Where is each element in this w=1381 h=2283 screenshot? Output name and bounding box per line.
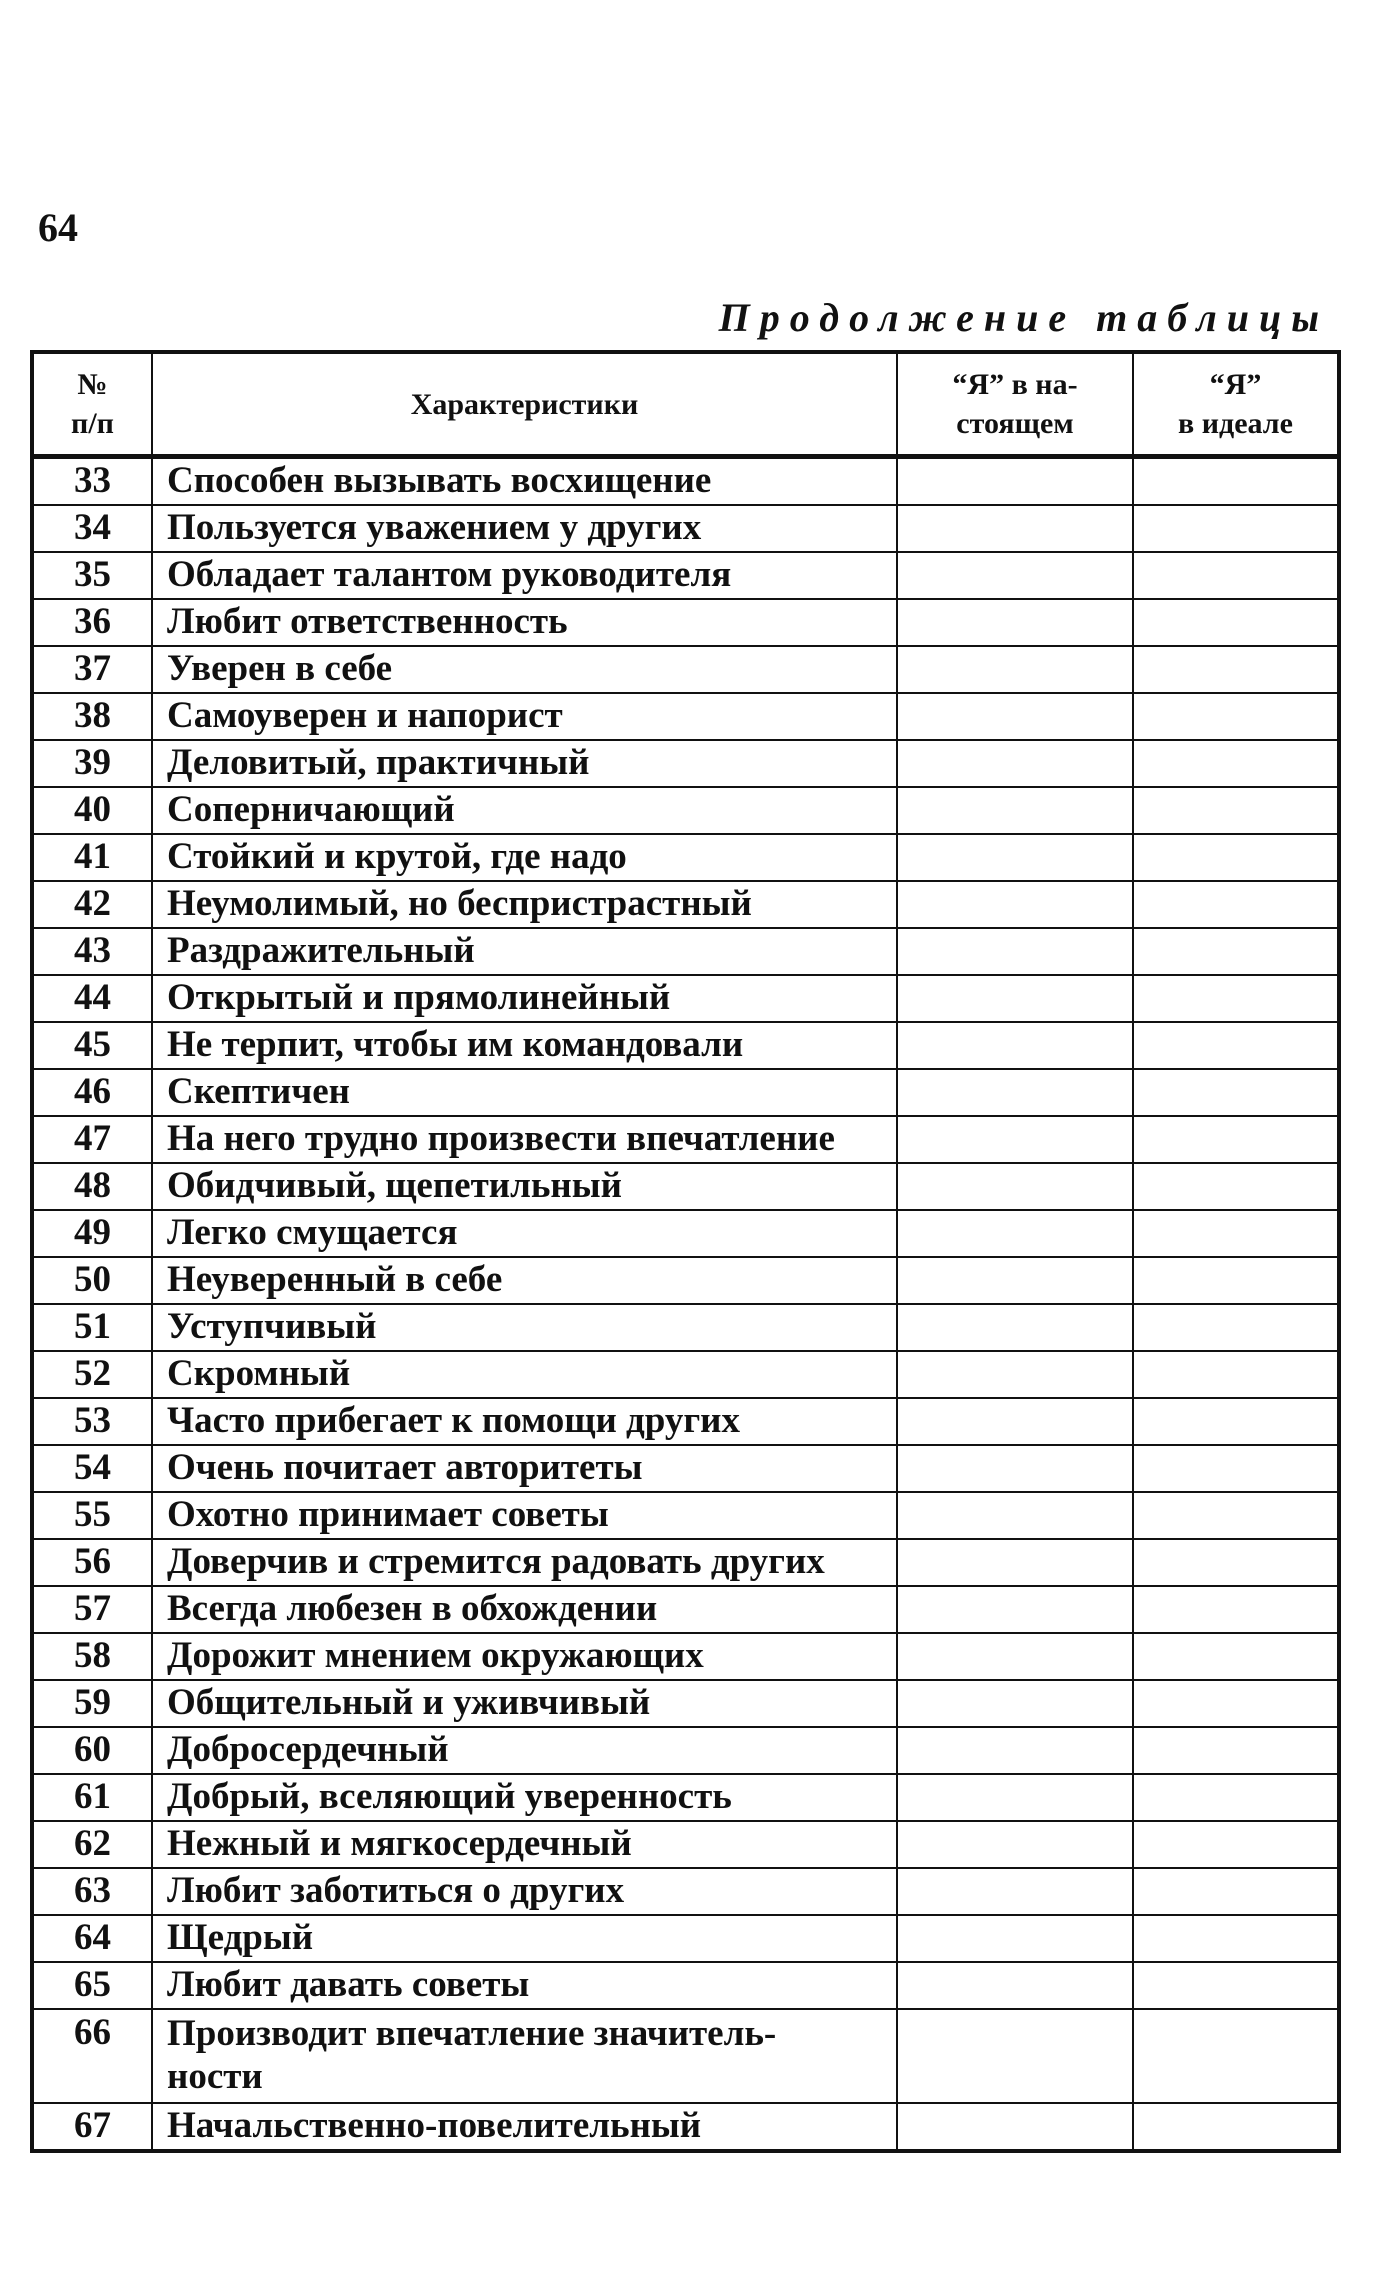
self-now-cell[interactable] — [897, 740, 1133, 787]
self-now-cell[interactable] — [897, 552, 1133, 599]
table-row — [32, 881, 1339, 928]
row-number: 46 — [32, 1069, 152, 1116]
self-now-cell[interactable] — [897, 1022, 1133, 1069]
self-now-cell[interactable] — [897, 1351, 1133, 1398]
self-ideal-cell[interactable] — [1133, 1069, 1339, 1116]
table-row — [32, 1727, 1339, 1774]
table-row — [32, 1821, 1339, 1868]
self-ideal-cell[interactable] — [1133, 457, 1339, 506]
self-ideal-cell[interactable] — [1133, 1351, 1339, 1398]
row-characteristic: Дорожит мнением окружающих — [152, 1633, 897, 1680]
table-row — [32, 834, 1339, 881]
self-ideal-cell[interactable] — [1133, 1962, 1339, 2009]
table-row — [32, 1915, 1339, 1962]
row-number: 67 — [32, 2103, 152, 2151]
table-row — [32, 1116, 1339, 1163]
header-self-now-label: “Я” в на- стоящем — [952, 368, 1078, 440]
row-number: 50 — [32, 1257, 152, 1304]
table-header-row — [32, 352, 1339, 457]
row-characteristic: Открытый и прямолинейный — [152, 975, 897, 1022]
row-characteristic: Нежный и мягкосердечный — [152, 1821, 897, 1868]
self-now-cell[interactable] — [897, 1163, 1133, 1210]
table-row — [32, 1210, 1339, 1257]
self-ideal-cell[interactable] — [1133, 1774, 1339, 1821]
self-ideal-cell[interactable] — [1133, 599, 1339, 646]
table-row — [32, 505, 1339, 552]
row-characteristic: Любит давать советы — [152, 1962, 897, 2009]
self-now-cell[interactable] — [897, 457, 1133, 506]
row-number: 63 — [32, 1868, 152, 1915]
row-number: 35 — [32, 552, 152, 599]
self-ideal-cell[interactable] — [1133, 975, 1339, 1022]
row-number: 64 — [32, 1915, 152, 1962]
row-characteristic: Не терпит, чтобы им командовали — [152, 1022, 897, 1069]
row-characteristic: Любит ответственность — [152, 599, 897, 646]
header-number — [32, 352, 152, 457]
self-ideal-cell[interactable] — [1133, 1163, 1339, 1210]
table-row — [32, 1962, 1339, 2009]
self-ideal-cell[interactable] — [1133, 1868, 1339, 1915]
row-characteristic: Соперничающий — [152, 787, 897, 834]
self-now-cell[interactable] — [897, 599, 1133, 646]
row-number: 52 — [32, 1351, 152, 1398]
row-characteristic: Обидчивый, щепетильный — [152, 1163, 897, 1210]
self-now-cell[interactable] — [897, 2009, 1133, 2103]
self-ideal-cell[interactable] — [1133, 646, 1339, 693]
table-row — [32, 975, 1339, 1022]
self-now-cell[interactable] — [897, 1821, 1133, 1868]
self-ideal-cell[interactable] — [1133, 1821, 1339, 1868]
self-ideal-cell[interactable] — [1133, 1022, 1339, 1069]
row-number: 48 — [32, 1163, 152, 1210]
row-characteristic: Начальственно-повелительный — [152, 2103, 897, 2151]
characteristics-table — [30, 350, 1341, 2153]
self-ideal-cell[interactable] — [1133, 1492, 1339, 1539]
table-row — [32, 1774, 1339, 1821]
self-ideal-cell[interactable] — [1133, 1915, 1339, 1962]
row-number: 33 — [32, 457, 152, 506]
self-ideal-cell[interactable] — [1133, 2103, 1339, 2151]
row-characteristic: Скромный — [152, 1351, 897, 1398]
self-ideal-cell[interactable] — [1133, 1680, 1339, 1727]
self-ideal-cell[interactable] — [1133, 928, 1339, 975]
self-now-cell[interactable] — [897, 1069, 1133, 1116]
table-row — [32, 1304, 1339, 1351]
self-ideal-cell[interactable] — [1133, 787, 1339, 834]
self-now-cell[interactable] — [897, 1116, 1133, 1163]
table-row — [32, 1398, 1339, 1445]
self-ideal-cell[interactable] — [1133, 1257, 1339, 1304]
row-number: 38 — [32, 693, 152, 740]
table-row — [32, 1257, 1339, 1304]
self-ideal-cell[interactable] — [1133, 1398, 1339, 1445]
self-ideal-cell[interactable] — [1133, 505, 1339, 552]
row-characteristic: Скептичен — [152, 1069, 897, 1116]
row-characteristic: Общительный и уживчивый — [152, 1680, 897, 1727]
row-characteristic: Охотно принимает советы — [152, 1492, 897, 1539]
row-characteristic: На него трудно произвести впечатление — [152, 1116, 897, 1163]
self-ideal-cell[interactable] — [1133, 881, 1339, 928]
self-now-cell[interactable] — [897, 975, 1133, 1022]
self-ideal-cell[interactable] — [1133, 1586, 1339, 1633]
row-number: 57 — [32, 1586, 152, 1633]
table-row — [32, 2103, 1339, 2151]
row-number: 47 — [32, 1116, 152, 1163]
table-row — [32, 1163, 1339, 1210]
table-row — [32, 646, 1339, 693]
row-characteristic: Любит заботиться о других — [152, 1868, 897, 1915]
self-now-cell[interactable] — [897, 1445, 1133, 1492]
header-self-ideal-label: “Я” в идеале — [1178, 368, 1293, 440]
row-characteristic: Неумолимый, но беспристрастный — [152, 881, 897, 928]
self-now-cell[interactable] — [897, 1586, 1133, 1633]
row-number: 65 — [32, 1962, 152, 2009]
self-ideal-cell[interactable] — [1133, 1210, 1339, 1257]
table-row — [32, 1445, 1339, 1492]
row-number: 54 — [32, 1445, 152, 1492]
self-ideal-cell[interactable] — [1133, 1727, 1339, 1774]
row-characteristic: Добрый, вселяющий уверенность — [152, 1774, 897, 1821]
row-characteristic: Всегда любезен в обхождении — [152, 1586, 897, 1633]
self-now-cell[interactable] — [897, 1774, 1133, 1821]
self-ideal-cell[interactable] — [1133, 834, 1339, 881]
header-self-ideal — [1133, 352, 1339, 457]
self-ideal-cell[interactable] — [1133, 1633, 1339, 1680]
row-number: 42 — [32, 881, 152, 928]
self-now-cell[interactable] — [897, 1210, 1133, 1257]
header-self-now — [897, 352, 1133, 457]
row-number: 37 — [32, 646, 152, 693]
self-now-cell[interactable] — [897, 1962, 1133, 2009]
self-ideal-cell[interactable] — [1133, 552, 1339, 599]
self-now-cell[interactable] — [897, 1257, 1133, 1304]
self-now-cell[interactable] — [897, 881, 1133, 928]
self-now-cell[interactable] — [897, 1492, 1133, 1539]
row-number: 39 — [32, 740, 152, 787]
table-row — [32, 1633, 1339, 1680]
self-now-cell[interactable] — [897, 1727, 1133, 1774]
row-characteristic: Щедрый — [152, 1915, 897, 1962]
row-number: 53 — [32, 1398, 152, 1445]
table-row — [32, 599, 1339, 646]
row-characteristic: Пользуется уважением у других — [152, 505, 897, 552]
row-characteristic: Самоуверен и напорист — [152, 693, 897, 740]
row-number: 51 — [32, 1304, 152, 1351]
row-number: 61 — [32, 1774, 152, 1821]
table-row — [32, 457, 1339, 506]
self-now-cell[interactable] — [897, 1539, 1133, 1586]
self-ideal-cell[interactable] — [1133, 1116, 1339, 1163]
self-now-cell[interactable] — [897, 1915, 1133, 1962]
table-row — [32, 1539, 1339, 1586]
row-number: 45 — [32, 1022, 152, 1069]
row-characteristic: Легко смущается — [152, 1210, 897, 1257]
row-characteristic: Уступчивый — [152, 1304, 897, 1351]
self-now-cell[interactable] — [897, 2103, 1133, 2151]
table-row — [32, 1586, 1339, 1633]
row-number: 34 — [32, 505, 152, 552]
row-number: 49 — [32, 1210, 152, 1257]
row-characteristic: Доверчив и стремится радовать других — [152, 1539, 897, 1586]
self-now-cell[interactable] — [897, 1633, 1133, 1680]
self-now-cell[interactable] — [897, 787, 1133, 834]
table-row — [32, 1022, 1339, 1069]
self-now-cell[interactable] — [897, 834, 1133, 881]
row-characteristic: Стойкий и крутой, где надо — [152, 834, 897, 881]
table-row — [32, 552, 1339, 599]
self-ideal-cell[interactable] — [1133, 2009, 1339, 2103]
table-row — [32, 1868, 1339, 1915]
table-row — [32, 740, 1339, 787]
row-number: 44 — [32, 975, 152, 1022]
row-number: 58 — [32, 1633, 152, 1680]
table-caption: Продолжение таблицы — [718, 295, 1329, 340]
row-characteristic: Деловитый, практичный — [152, 740, 897, 787]
row-number: 43 — [32, 928, 152, 975]
row-characteristic: Уверен в себе — [152, 646, 897, 693]
row-characteristic: Производит впечатление значитель- ности — [152, 2009, 897, 2103]
row-number: 55 — [32, 1492, 152, 1539]
row-number: 59 — [32, 1680, 152, 1727]
row-number: 66 — [32, 2009, 152, 2103]
self-now-cell[interactable] — [897, 693, 1133, 740]
self-now-cell[interactable] — [897, 928, 1133, 975]
row-number: 41 — [32, 834, 152, 881]
self-ideal-cell[interactable] — [1133, 693, 1339, 740]
page-number: 64 — [38, 205, 78, 250]
row-characteristic: Раздражительный — [152, 928, 897, 975]
self-now-cell[interactable] — [897, 505, 1133, 552]
row-characteristic: Очень почитает авторитеты — [152, 1445, 897, 1492]
table-row — [32, 2009, 1339, 2103]
self-ideal-cell[interactable] — [1133, 1445, 1339, 1492]
row-number: 36 — [32, 599, 152, 646]
row-number: 62 — [32, 1821, 152, 1868]
self-ideal-cell[interactable] — [1133, 740, 1339, 787]
row-characteristic: Добросердечный — [152, 1727, 897, 1774]
self-now-cell[interactable] — [897, 1868, 1133, 1915]
row-characteristic: Способен вызывать восхищение — [152, 457, 897, 506]
row-number: 60 — [32, 1727, 152, 1774]
self-now-cell[interactable] — [897, 1680, 1133, 1727]
table-row — [32, 928, 1339, 975]
header-number-label: № п/п — [71, 368, 114, 440]
header-characteristics: Характеристики — [152, 352, 897, 457]
table-row — [32, 787, 1339, 834]
table-row — [32, 1680, 1339, 1727]
table-row — [32, 1351, 1339, 1398]
row-characteristic: Неуверенный в себе — [152, 1257, 897, 1304]
self-now-cell[interactable] — [897, 1304, 1133, 1351]
row-characteristic: Часто прибегает к помощи других — [152, 1398, 897, 1445]
table-row — [32, 1069, 1339, 1116]
table-row — [32, 693, 1339, 740]
row-characteristic: Обладает талантом руководителя — [152, 552, 897, 599]
self-ideal-cell[interactable] — [1133, 1539, 1339, 1586]
table-body — [32, 457, 1339, 2152]
row-number: 40 — [32, 787, 152, 834]
self-now-cell[interactable] — [897, 1398, 1133, 1445]
row-number: 56 — [32, 1539, 152, 1586]
table-row — [32, 1492, 1339, 1539]
self-now-cell[interactable] — [897, 646, 1133, 693]
self-ideal-cell[interactable] — [1133, 1304, 1339, 1351]
